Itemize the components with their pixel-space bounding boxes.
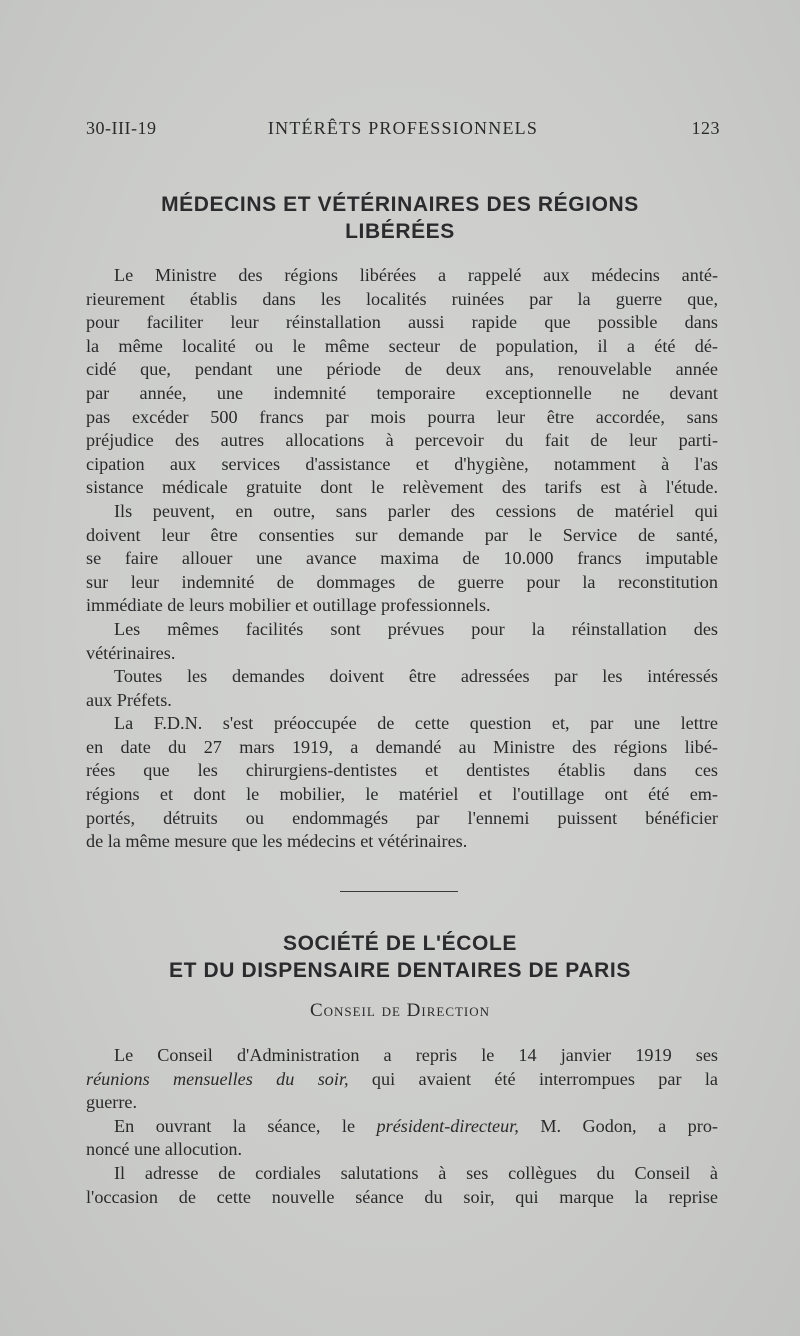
section1-body xyxy=(86,264,718,854)
text-line: par année, une indemnité temporaire exceptionnelle ne devant xyxy=(86,382,718,403)
text-line: aux Préfets. xyxy=(86,689,172,710)
text-line: sistance médicale gratuite dont le relèvement des tarifs est à l'étude. xyxy=(86,477,718,498)
section1-title-line: MÉDECINS ET VÉTÉRINAIRES DES RÉGIONS xyxy=(161,193,639,216)
text-line: immédiate de leurs mobilier et outillage professionnels. xyxy=(86,595,491,616)
text-line xyxy=(86,1115,718,1139)
italic-phrase: réunions mensuelles du soir, xyxy=(86,1068,349,1089)
text-line: la même localité ou le même secteur de population, il a été dé- xyxy=(86,335,718,356)
section-divider xyxy=(340,891,458,892)
text-line: Ils peuvent, en outre, sans parler des cessions de matériel qui xyxy=(114,500,718,521)
text-line: pas excéder 500 francs par mois pourra leur être accordée, sans xyxy=(86,406,718,427)
text-line: régions et dont le mobilier, le matériel et l'outillage ont été em- xyxy=(86,784,718,805)
text-line: Le Conseil d'Administration a repris le 14 janvier 1919 ses xyxy=(114,1045,718,1065)
running-head-title: INTÉRÊTS PROFESSIONNELS xyxy=(267,118,539,138)
text-line xyxy=(86,1068,718,1092)
running-head-date: 30-III-19 xyxy=(86,118,157,138)
text-line: Il adresse de cordiales salutations à ses collègues du Conseil à xyxy=(114,1162,718,1183)
section2-subtitle xyxy=(80,1000,720,1022)
page-number: 123 xyxy=(691,118,720,138)
text-line: vétérinaires. xyxy=(86,642,176,663)
text-line: La F.D.N. s'est préoccupée de cette question et, par une lettre xyxy=(114,713,718,734)
text-line: noncé une allocution. xyxy=(86,1139,243,1160)
text-line: de la même mesure que les médecins et vétérinaires. xyxy=(86,831,468,852)
section2-title-line: SOCIÉTÉ DE L'ÉCOLE xyxy=(283,932,517,955)
section2-title-line: ET DU DISPENSAIRE DENTAIRES DE PARIS xyxy=(169,959,631,982)
text-line: rées que les chirurgiens-dentistes et dentistes établis dans ces xyxy=(86,760,718,781)
text-line: rieurement établis dans les localités ruinées par la guerre que, xyxy=(86,288,718,309)
text-fragment: M. Godon, a pro- xyxy=(518,1115,718,1136)
text-fragment: En ouvrant la séance, le xyxy=(114,1115,377,1136)
text-line: en date du 27 mars 1919, a demandé au Ministre des régions libé- xyxy=(86,736,718,757)
section2-title xyxy=(80,930,720,984)
text-line: l'occasion de cette nouvelle séance du soir, qui marque la reprise xyxy=(86,1186,718,1207)
text-line: préjudice des autres allocations à percevoir du fait de leur parti- xyxy=(86,430,718,451)
section2-subtitle-text: Conseil de Direction xyxy=(309,1000,491,1021)
section1-title-line: LIBÉRÉES xyxy=(345,220,455,243)
running-head xyxy=(86,118,720,146)
text-line: doivent leur être consenties sur demande par le Service de santé, xyxy=(86,524,718,545)
italic-phrase: président-directeur, xyxy=(376,1115,519,1136)
text-line: cidé que, pendant une période de deux ans, renouvelable année xyxy=(86,359,718,380)
text-line: sur leur indemnité de dommages de guerre pour la reconstitution xyxy=(86,571,718,592)
text-line: guerre. xyxy=(86,1092,137,1113)
text-line: pour faciliter leur réinstallation aussi rapide que possible dans xyxy=(86,312,718,333)
text-line: portés, détruits ou endommagés par l'ennemi puissent bénéficier xyxy=(86,807,718,828)
section1-title xyxy=(80,191,720,245)
text-line: Toutes les demandes doivent être adressées par les intéressés xyxy=(114,666,718,687)
text-line: se faire allouer une avance maxima de 10.000 francs imputable xyxy=(86,548,718,569)
section2-body xyxy=(86,1044,718,1209)
text-fragment: qui avaient été interrompues par la xyxy=(348,1068,718,1089)
text-line: Le Ministre des régions libérées a rappelé aux médecins anté- xyxy=(114,265,718,285)
text-line: cipation aux services d'assistance et d'hygiène, notamment à l'as xyxy=(86,453,718,474)
text-line: Les mêmes facilités sont prévues pour la réinstallation des xyxy=(114,618,718,639)
